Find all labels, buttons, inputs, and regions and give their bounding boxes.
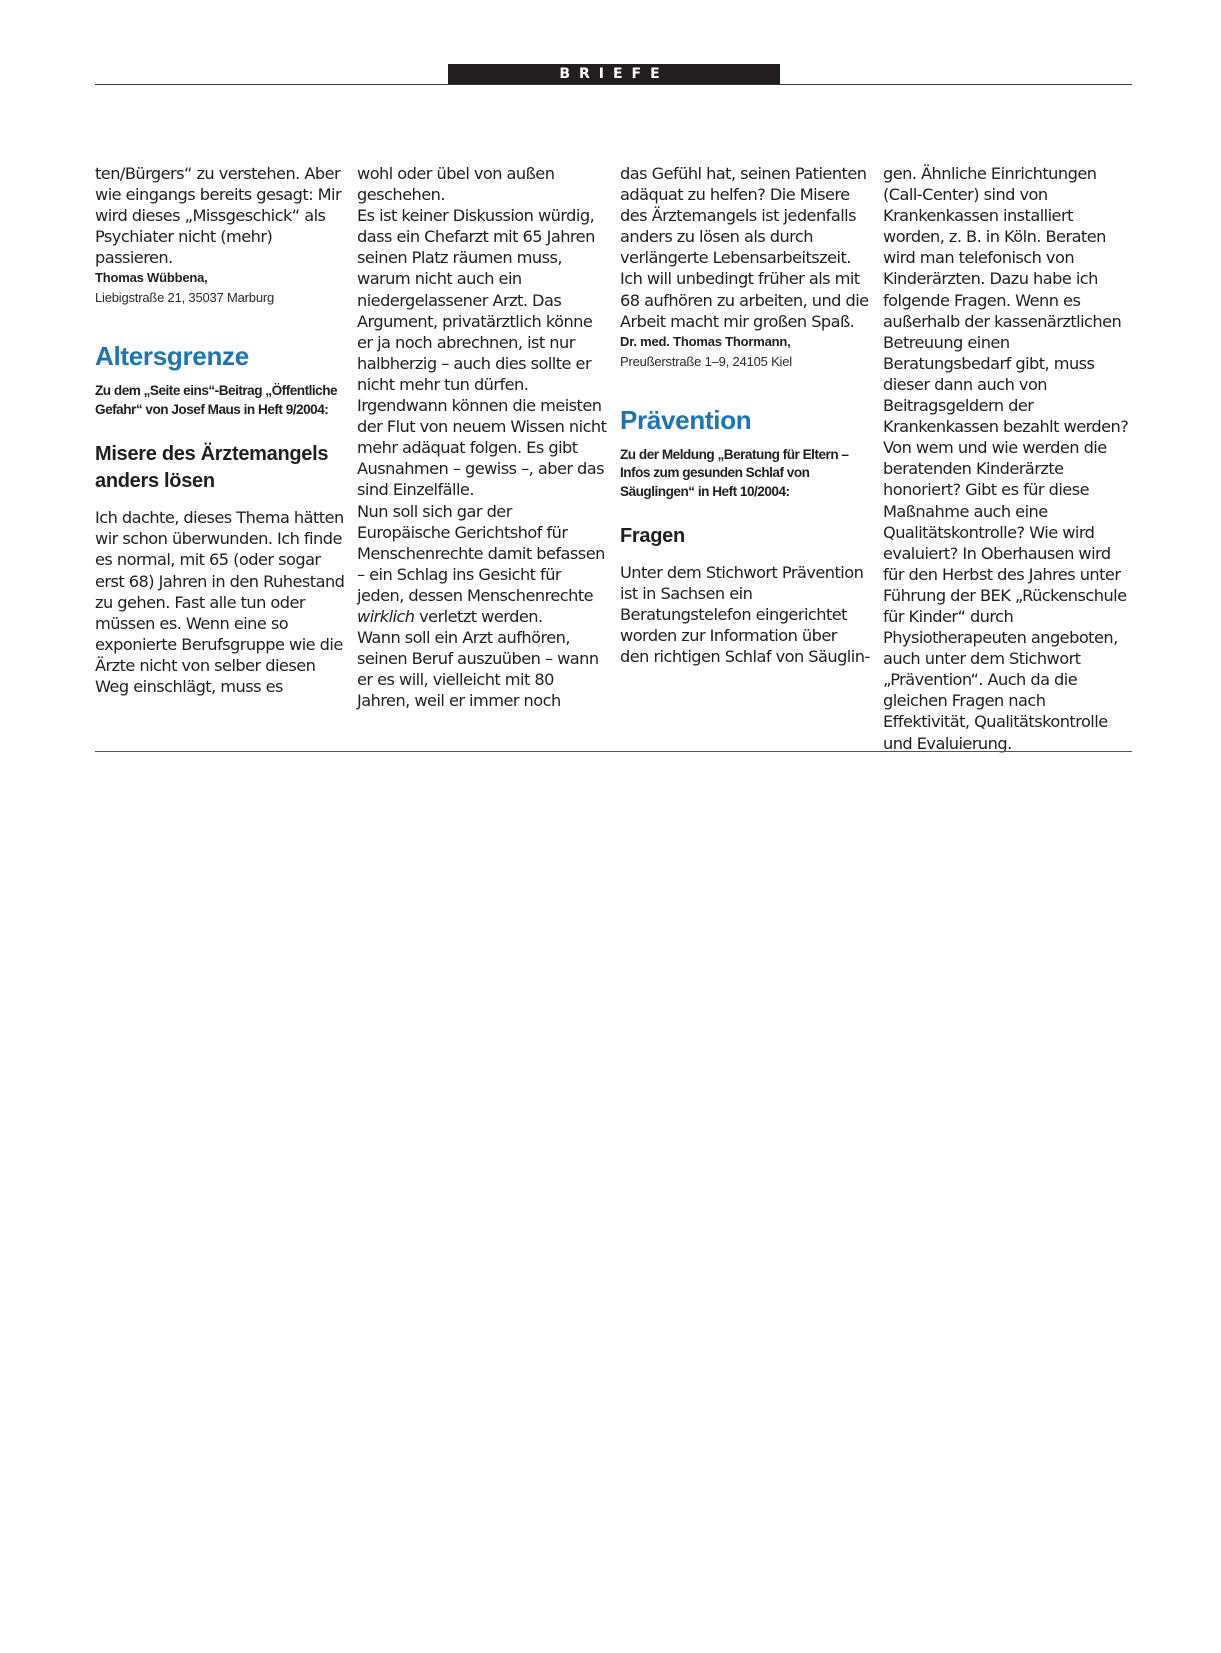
text-span: verletzt werden. (419, 606, 543, 626)
section-title: Prävention (620, 404, 752, 435)
column-3 (620, 163, 870, 667)
header-rule (95, 84, 1132, 85)
letter-address: Preußerstraße 1–9, 24105 Kiel (620, 353, 792, 369)
letter-text: Es ist keiner Diskussion würdig, dass ein Chefarzt mit 65 Jahren seinen Platz räumen muss, warum nicht auch ein niedergelassener Arzt. Das Argument, privatärztlich könne er ja noch abrechnen, ist nur halbherzig – auch dies sollte er nicht mehr tun dürfen. Irgendwann können die meisten der Flut von neuem Wissen nicht mehr adäquat folgen. Es gibt Ausnahmen – gewiss –, aber das sind Einzelfälle. (357, 206, 607, 500)
letter-text: ten/Bürgers“ zu verstehen. Aber wie eingangs bereits gesagt: Mir wird dieses „Missgeschick“ als Psychiater nicht (mehr) passieren. (95, 164, 342, 268)
text-span: Nun soll sich gar der Europäische Gerichtshof für Menschenrechte damit befassen – ein Schlag ins Gesicht für jeden, dessen Menschenrechte (357, 501, 605, 605)
letter-text: wohl oder übel von außen geschehen. (357, 164, 555, 205)
letter-author: Dr. med. Thomas Thormann, (620, 333, 791, 349)
letter-author: Thomas Wübbena, (95, 270, 208, 286)
letter-text (357, 501, 607, 628)
letter-headline: Fragen (620, 524, 685, 547)
letter-intro: Zu dem „Seite eins“-Beitrag „Öffentliche Gefahr“ von Josef Maus in Heft 9/2004: (95, 383, 338, 417)
footer-rule (95, 751, 1132, 752)
section-header-tab: BRIEFE (448, 64, 780, 85)
letter-address: Liebigstraße 21, 35037 Marburg (95, 290, 275, 306)
letter-intro: Zu der Meldung „Beratung für Eltern – Infos zum gesunden Schlaf von Säuglingen“ in Heft 10/2004: (620, 446, 849, 499)
emphasis-text: wirklich (357, 606, 415, 626)
letter-text: Wann soll ein Arzt aufhören, seinen Beruf auszuüben – wann er es will, vielleicht mit 80 Jahren, weil er immer noch (357, 628, 599, 711)
column-4 (883, 163, 1133, 754)
letter-text: Ich dachte, dieses Thema hätten wir schon überwunden. Ich finde es normal, mit 65 (oder sogar erst 68) Jahren in den Ruhestand zu gehen. Fast alle tun oder müssen es. Wenn eine so exponierte Berufsgruppe wie die Ärzte nicht von selber diesen Weg einschlägt, muss es (95, 508, 345, 697)
letter-text: Ich will unbedingt früher als mit 68 aufhören zu arbeiten, und die Arbeit macht mir großen Spaß. (620, 269, 869, 331)
column-1 (95, 163, 345, 697)
letter-text: das Gefühl hat, seinen Patienten adäquat zu helfen? Die Misere des Ärztemangels ist jedenfalls anders zu lösen als durch verlängerte Lebensarbeitszeit. (620, 164, 867, 268)
letter-text: Unter dem Stichwort Prävention ist in Sachsen ein Beratungstelefon eingerichtet worden zur Information über den richtigen Schlaf von Säuglin- (620, 562, 870, 667)
section-title: Altersgrenze (95, 341, 249, 372)
letter-headline: Misere des Ärztemangels anders lösen (95, 443, 329, 493)
column-2 (357, 163, 607, 711)
letter-text: gen. Ähnliche Einrichtungen (Call-Center) sind von Krankenkassen installiert worden, z. B. in Köln. Beraten wird man telefonisch von Kinderärzten. Dazu habe ich folgende Fragen. Wenn es außerhalb der kassenärztlichen Betreuung einen Beratungsbedarf gibt, muss dieser dann auch von Beitragsgeldern der Krankenkassen bezahlt werden? Von wem und wie werden die beratenden Kinderärzte honoriert? Gibt es für diese Maßnahme auch eine Qualitätskontrolle? Wie wird evaluiert? In Oberhausen wird für den Herbst des Jahres unter Führung der BEK „Rückenschule für Kinder“ durch Physiotherapeuten angeboten, auch unter dem Stichwort „Prävention“. Auch da die gleichen Fragen nach Effektivität, Qualitätskontrolle und Evaluierung. (883, 164, 1129, 753)
